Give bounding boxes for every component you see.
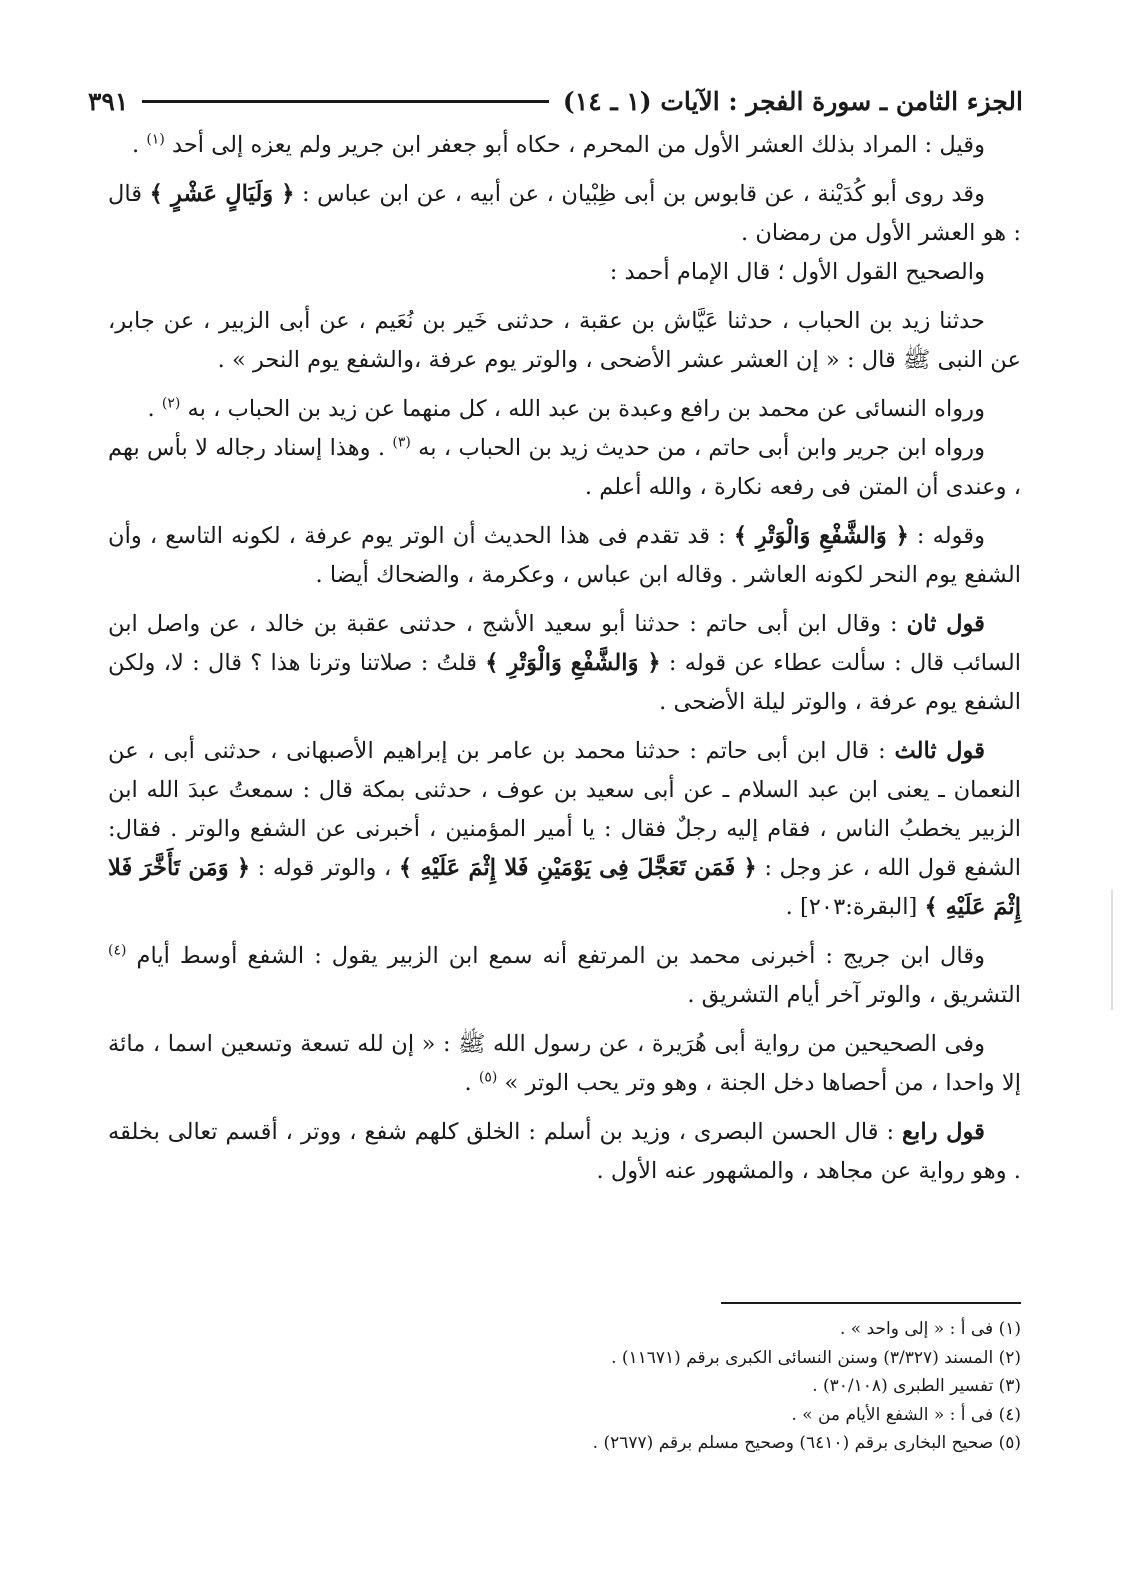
section-lead: قول ثالث: [894, 738, 986, 764]
text-run: ورواه ابن جرير وابن أبى حاتم ، من حديث زيد بن الحباب ، به: [410, 435, 985, 461]
section-lead: قول ثان: [906, 611, 985, 637]
paragraph: [108, 253, 1021, 292]
text-run: [البقرة:٢٠٣] .: [785, 894, 925, 920]
text-run: وقد روى أبو كُدَيْنة ، عن قابوس بن أبى ظِبْيان ، عن أبيه ، عن ابن عباس :: [294, 181, 985, 207]
quran-quote: ﴿ وَالشَّفْعِ وَالْوَتْرِ ﴾: [733, 523, 909, 549]
running-header: [88, 78, 1023, 124]
footnote-separator: [721, 1302, 1021, 1304]
paragraph: [108, 1113, 1021, 1191]
footnote-item: (٥) صحيح البخارى برقم (٦٤١٠) وصحيح مسلم برقم (٢٦٧٧) .: [592, 1433, 1021, 1453]
text-run: وقوله :: [908, 523, 986, 549]
page-number: ٣٩١: [88, 86, 129, 116]
section-lead: قول رابع: [902, 1119, 985, 1145]
footnote-ref: (٢): [161, 395, 181, 412]
footnote-ref: (١): [146, 131, 165, 148]
text-run: : قد تقدم فى هذا الحديث أن الوتر يوم عرفة ، لكونه التاسع ، وأن الشفع يوم النحر لكونه العاشر . وقاله ابن عباس ، وعكرمة ، والضحاك أيضا .: [108, 523, 1021, 588]
quran-quote: ﴿ وَمَن تَأَخَّرَ فَلا إِثْمَ عَلَيْهِ ﴾: [108, 855, 1021, 920]
quran-quote: ﴿ وَلَيَالٍ عَشْرٍ ﴾: [149, 181, 295, 207]
paragraph: [108, 937, 1021, 1015]
footnote-ref: (٣): [392, 434, 411, 451]
footnote-ref: (٥): [478, 1069, 498, 1086]
text-run: التشريق ، والوتر آخر أيام التشريق .: [687, 982, 1021, 1008]
text-run: قلتُ : صلاتنا وترنا هذا ؟ قال : لا، ولكن الشفع يوم عرفة ، والوتر ليلة الأضحى .: [108, 650, 1021, 715]
text-run: حدثنا زيد بن الحباب ، حدثنا عَيَّاش بن عقبة ، حدثنى خَير بن نُعَيم ، عن أبى الزبير ، عن جابر، عن النبى ﷺ قال : « إن العشر عشر الأضحى ، والوتر يوم عرفة ،والشفع يوم النحر » .: [108, 308, 1021, 373]
header-rule: [142, 100, 549, 103]
paragraph: [108, 175, 1021, 253]
footnote-item: (٤) فى أ : « الشفع الأيام من » .: [791, 1404, 1021, 1425]
quran-quote: ﴿ فَمَن تَعَجَّلَ فِى يَوْمَيْنِ فَلا إِثْمَ عَلَيْهِ ﴾: [398, 855, 757, 881]
quran-quote: ﴿ وَالشَّفْعِ وَالْوَتْرِ ﴾: [485, 650, 661, 676]
text-run: .: [131, 132, 147, 158]
footnote-item: (٣) تفسير الطبرى (٣٠/١٠٨) .: [812, 1376, 1021, 1396]
paragraph: [108, 517, 1021, 595]
text-run: وقيل : المراد بذلك العشر الأول من المحرم ، حكاه أبو جعفر ابن جرير ولم يعزه إلى أحد: [164, 132, 985, 158]
text-run: والصحيح القول الأول ؛ قال الإمام أحمد :: [609, 259, 985, 285]
paragraph: [108, 126, 1021, 165]
footnote-item: (٢) المسند (٣/٣٢٧) وسنن النسائى الكبرى برقم (١١٦٧١) .: [611, 1347, 1021, 1368]
text-run: . وهذا إسناد رجاله لا بأس بهم ، وعندى أن المتن فى رفعه نكارة ، والله أعلم .: [108, 435, 1021, 500]
text-run: .: [464, 1070, 479, 1096]
footnotes: [108, 1315, 1021, 1458]
text-run: ، والوتر قوله :: [250, 855, 399, 881]
text-run: .: [147, 396, 162, 422]
text-run: : قال ابن أبى حاتم : حدثنا محمد بن عامر بن إبراهيم الأصبهانى ، حدثنى أبى ، عن النعمان ـ يعنى ابن عبد السلام ـ عن أبى سعيد بن عوف ، حدثنى بمكة قال : سمعتُ عبدَ الله ابن الزبير يخطبُ الناس ، فقام إليه رجلٌ فقال : يا أمير المؤمنين ، أخبرنى عن الشفع والوتر . فقال: الشفع قول الله ، عز وجل :: [108, 738, 1021, 881]
paragraph: [108, 605, 1021, 722]
footnote-ref: (٤): [108, 942, 127, 959]
paragraph: [108, 390, 1021, 429]
text-run: : وقال ابن أبى حاتم : حدثنا أبو سعيد الأشج ، حدثنى عقبة بن خالد ، عن واصل ابن السائب قال : سألت عطاء عن قوله :: [108, 611, 1022, 676]
paragraph: [108, 1025, 1021, 1103]
paragraph: [108, 429, 1021, 507]
header-title: الجزء الثامن ـ سورة الفجر : الآيات (١ ـ ١٤): [562, 86, 1023, 116]
main-text: [108, 126, 1021, 1201]
text-run: وفى الصحيحين من رواية أبى هُرَيرة ، عن رسول الله ﷺ : « إن لله تسعة وتسعين اسما ، مائة إلا واحدا ، من أحصاها دخل الجنة ، وهو وتر يحب الوتر »: [108, 1031, 1021, 1096]
margin-scan-mark: [1111, 890, 1113, 1010]
paragraph: [108, 732, 1021, 927]
footnote-item: (١) فى أ : « إلى واحد » .: [839, 1319, 1021, 1339]
text-run: : قال الحسن البصرى ، وزيد بن أسلم : الخلق كلهم شفع ، ووتر ، أقسم تعالى بخلقه . وهو رواية عن مجاهد ، والمشهور عنه الأول .: [108, 1119, 1021, 1184]
text-run: قال : هو العشر الأول من رمضان .: [108, 181, 1021, 246]
paragraph: [108, 302, 1021, 380]
text-run: وقال ابن جريج : أخبرنى محمد بن المرتفع أنه سمع ابن الزبير يقول : الشفع أوسط أيام: [126, 943, 985, 969]
text-run: ورواه النسائى عن محمد بن رافع وعبدة بن عبد الله ، كل منهما عن زيد بن الحباب ، به: [180, 396, 985, 422]
